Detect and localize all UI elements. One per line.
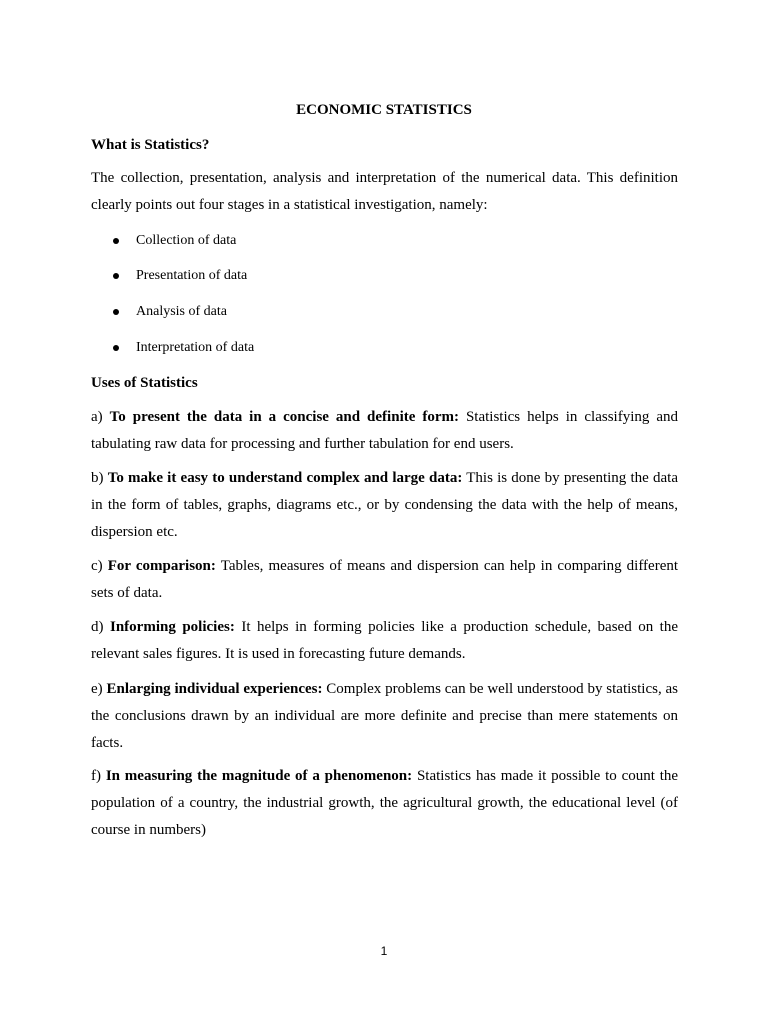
use-prefix: f) xyxy=(91,768,101,784)
use-text: Complex problems can be well understood by statistics, as the conclusions drawn by an individual are more definite and precise than mere statements on facts. xyxy=(91,681,679,751)
use-text: This is done by presenting the data in the form of tables, graphs, diagrams etc., or by condensing the data with the help of means, dispersion etc. xyxy=(91,470,678,540)
use-item-d xyxy=(91,614,678,668)
bullet-icon xyxy=(113,273,119,279)
use-text: Statistics helps in classifying and tabulating raw data for processing and further tabulation for end users. xyxy=(91,409,678,452)
use-prefix: a) xyxy=(91,409,103,425)
use-item-b xyxy=(91,465,678,546)
use-item-c xyxy=(91,553,678,607)
use-term: Enlarging individual experiences: xyxy=(106,681,323,697)
use-text: Statistics has made it possible to count the population of a country, the industrial growth, the agricultural growth, the educational level (of course in numbers) xyxy=(91,768,679,838)
use-text: Tables, measures of means and dispersion can help in comparing different sets of data. xyxy=(91,558,679,601)
use-term: Informing policies: xyxy=(110,619,235,635)
section-heading-uses-of-statistics: Uses of Statistics xyxy=(91,375,198,391)
bullet-icon xyxy=(113,238,119,244)
section-heading-what-is-statistics: What is Statistics? xyxy=(91,137,210,153)
use-item-f xyxy=(91,763,678,844)
bullet-icon xyxy=(113,345,119,351)
list-item-text: Collection of data xyxy=(136,233,237,248)
use-prefix: b) xyxy=(91,470,104,486)
definition-paragraph: The collection, presentation, analysis and interpretation of the numerical data. This definition clearly points out four stages in a statistical investigation, namely: xyxy=(91,170,678,213)
use-term: To make it easy to understand complex and large data: xyxy=(107,470,463,486)
list-item-text: Presentation of data xyxy=(136,268,248,283)
list-item-text: Interpretation of data xyxy=(136,340,255,355)
list-item-text: Analysis of data xyxy=(136,304,227,319)
use-prefix: e) xyxy=(91,681,103,697)
bullet-icon xyxy=(113,309,119,315)
page-title: ECONOMIC STATISTICS xyxy=(296,102,472,118)
use-term: To present the data in a concise and definite form: xyxy=(109,409,459,425)
use-item-e xyxy=(91,676,678,757)
use-term: In measuring the magnitude of a phenomenon: xyxy=(105,768,413,784)
page-number: 1 xyxy=(380,944,388,958)
use-term: For comparison: xyxy=(107,558,216,574)
use-prefix: d) xyxy=(91,619,104,635)
use-text: It helps in forming policies like a production schedule, based on the relevant sales figures. It is used in forecasting future demands. xyxy=(91,619,679,662)
use-prefix: c) xyxy=(91,558,103,574)
use-item-a xyxy=(91,404,678,458)
